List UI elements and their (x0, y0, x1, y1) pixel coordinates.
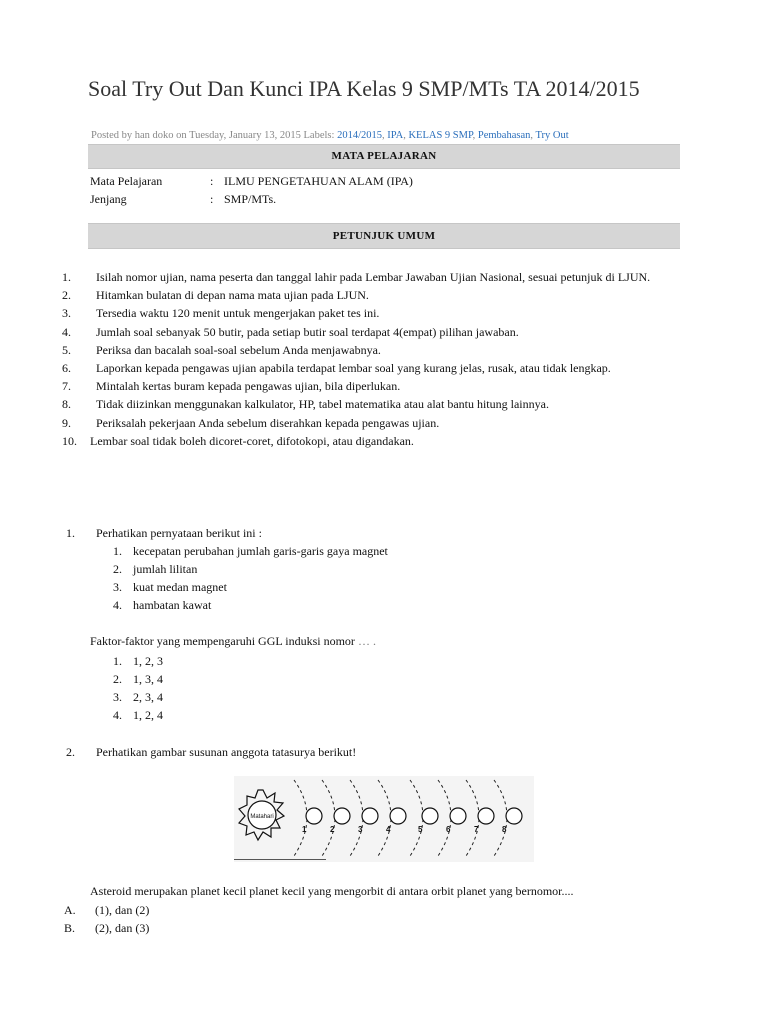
statement-text: hambatan kawat (133, 598, 212, 612)
rule-item (62, 432, 686, 450)
info-separator: : (210, 192, 214, 206)
solar-system-figure (234, 776, 534, 862)
orbit-arc (438, 780, 451, 856)
rule-number: 1. (62, 270, 71, 284)
section-header-mata-pelajaran: MATA PELAJARAN (88, 144, 680, 169)
info-separator: : (210, 174, 214, 188)
option-text: 1, 2, 4 (133, 708, 163, 722)
info-label: Jenjang (90, 192, 127, 206)
planet-circle (306, 808, 322, 824)
rule-text: Tersedia waktu 120 menit untuk mengerjakan paket tes ini. (96, 306, 380, 321)
orbit-arc (378, 780, 391, 856)
rule-number: 7. (62, 379, 71, 394)
rule-text: Tidak diizinkan menggunakan kalkulator, HP, tabel matematika atau alat bantu hitung lainnya. (96, 397, 549, 412)
orbit-arc (322, 780, 335, 856)
orbit-arc (410, 780, 423, 856)
solar-system-diagram (234, 776, 534, 862)
planet-number: 2 (330, 825, 335, 834)
rule-number: 2. (62, 288, 71, 303)
statement-number: 2. (113, 562, 122, 576)
answer-option[interactable] (113, 690, 163, 705)
planet-number: 1 (302, 825, 307, 834)
statement-number: 3. (113, 580, 122, 594)
info-value: ILMU PENGETAHUAN ALAM (IPA) (224, 174, 413, 188)
sun-label: Matahari (250, 814, 274, 820)
info-row-mata-pelajaran (90, 174, 413, 189)
orbit-arc (294, 780, 307, 856)
statement-text: kuat medan magnet (133, 580, 227, 594)
planet-number: 7 (474, 825, 479, 834)
statement-number: 4. (113, 598, 122, 612)
rule-text: Laporkan kepada pengawas ujian apabila terdapat lembar soal yang kurang jelas, rusak, atau tidak lengkap. (96, 361, 611, 376)
statement-item (113, 544, 388, 559)
rules-list (62, 268, 686, 450)
figure-underline (234, 859, 326, 860)
answer-option-b[interactable] (64, 921, 149, 936)
label-link-pembahasan[interactable]: Pembahasan (477, 130, 531, 141)
rule-item (62, 414, 686, 432)
answer-option-a[interactable] (64, 903, 149, 918)
rule-item (62, 359, 686, 377)
statement-number: 1. (113, 544, 122, 558)
planet-number: 5 (418, 825, 423, 834)
answer-option[interactable] (113, 654, 163, 669)
rule-text: Periksalah pekerjaan Anda sebelum diserahkan kepada pengawas ujian. (96, 415, 440, 430)
orbit-arc (350, 780, 363, 856)
rule-item (62, 304, 686, 322)
label-link-try-out[interactable]: Try Out (535, 130, 569, 141)
option-letter: A. (64, 903, 76, 917)
planet-circle (478, 808, 494, 824)
statement-text: kecepatan perubahan jumlah garis-garis gaya magnet (133, 544, 388, 558)
option-text: 2, 3, 4 (133, 690, 163, 704)
planet-circle (422, 808, 438, 824)
rule-text: Periksa dan bacalah soal-soal sebelum Anda menjawabnya. (96, 342, 381, 357)
option-text: 1, 3, 4 (133, 672, 163, 686)
planet-circle (450, 808, 466, 824)
rule-text: Lembar soal tidak boleh dicoret-coret, difotokopi, atau digandakan. (90, 433, 414, 448)
info-row-jenjang (90, 192, 276, 207)
section-header-petunjuk-umum: PETUNJUK UMUM (88, 223, 680, 249)
rule-number: 9. (62, 415, 71, 430)
planet-circle (506, 808, 522, 824)
rule-number: 6. (62, 361, 71, 376)
rule-number: 10. (62, 433, 77, 448)
answer-option[interactable] (113, 672, 163, 687)
planet-number: 3 (358, 825, 363, 834)
label-link-ipa[interactable]: IPA (387, 130, 404, 141)
planet-number: 8 (502, 825, 507, 834)
option-number: 2. (113, 672, 122, 686)
rule-number: 3. (62, 306, 71, 321)
planet-circle (390, 808, 406, 824)
option-text: (1), dan (2) (95, 903, 150, 917)
rule-text: Hitamkan bulatan di depan nama mata ujian pada LJUN. (96, 288, 369, 303)
option-letter: B. (64, 921, 76, 935)
rule-text: Mintalah kertas buram kepada pengawas ujian, bila diperlukan. (96, 379, 401, 394)
planet-circle (334, 808, 350, 824)
planet-number: 4 (386, 825, 391, 834)
orbit-arc (466, 780, 479, 856)
answer-option[interactable] (113, 708, 163, 723)
rule-item (62, 395, 686, 413)
rule-item (62, 341, 686, 359)
question-1-prompt-text: Faktor-faktor yang mempengaruhi GGL induksi nomor (90, 634, 355, 648)
statement-item (113, 562, 197, 577)
planet-number: 6 (446, 825, 451, 834)
rule-item (62, 286, 686, 304)
rule-text: Jumlah soal sebanyak 50 butir, pada setiap butir soal terdapat 4(empat) pilihan jawaban. (96, 324, 519, 339)
option-text: (2), dan (3) (95, 921, 150, 935)
orbit-arc (494, 780, 507, 856)
question-1-prompt (90, 634, 376, 649)
option-number: 4. (113, 708, 122, 722)
label-link-2014-2015[interactable]: 2014/2015 (337, 130, 382, 141)
option-number: 1. (113, 654, 122, 668)
question-1-text: Perhatikan pernyataan berikut ini : (96, 526, 262, 540)
option-text: 1, 2, 3 (133, 654, 163, 668)
option-number: 3. (113, 690, 122, 704)
rule-number: 5. (62, 342, 71, 357)
post-meta: Posted by han doko on Tuesday, January 13, 2015 Labels: 2014/2015, IPA, KELAS 9 SMP, Pembahasan, Try Out (91, 130, 569, 141)
statement-item (113, 598, 211, 613)
info-value: SMP/MTs. (224, 192, 277, 206)
planet-circle (362, 808, 378, 824)
question-2-text: Perhatikan gambar susunan anggota tatasurya berikut! (96, 745, 357, 759)
post-meta-byline: Posted by han doko on Tuesday, January 13, 2015 Labels: (91, 130, 338, 141)
info-label: Mata Pelajaran (90, 174, 163, 188)
label-link-kelas-9-smp[interactable]: KELAS 9 SMP (408, 130, 473, 141)
question-1-number: 1. (66, 526, 75, 540)
statement-text: jumlah lilitan (133, 562, 198, 576)
question-2-prompt: Asteroid merupakan planet kecil planet kecil yang mengorbit di antara orbit planet yang bernomor.... (90, 884, 574, 898)
rule-text: Isilah nomor ujian, nama peserta dan tanggal lahir pada Lembar Jawaban Ujian Nasional, sesuai petunjuk di LJUN. (96, 270, 651, 284)
question-2-number: 2. (66, 745, 75, 759)
question-1-prompt-dots: … . (357, 634, 376, 648)
rule-item (62, 377, 686, 395)
rule-item (62, 323, 686, 341)
rule-number: 8. (62, 397, 71, 412)
rule-item (62, 268, 686, 286)
post-title: Soal Try Out Dan Kunci IPA Kelas 9 SMP/MTs TA 2014/2015 (88, 76, 640, 101)
rule-number: 4. (62, 324, 71, 339)
statement-item (113, 580, 227, 595)
